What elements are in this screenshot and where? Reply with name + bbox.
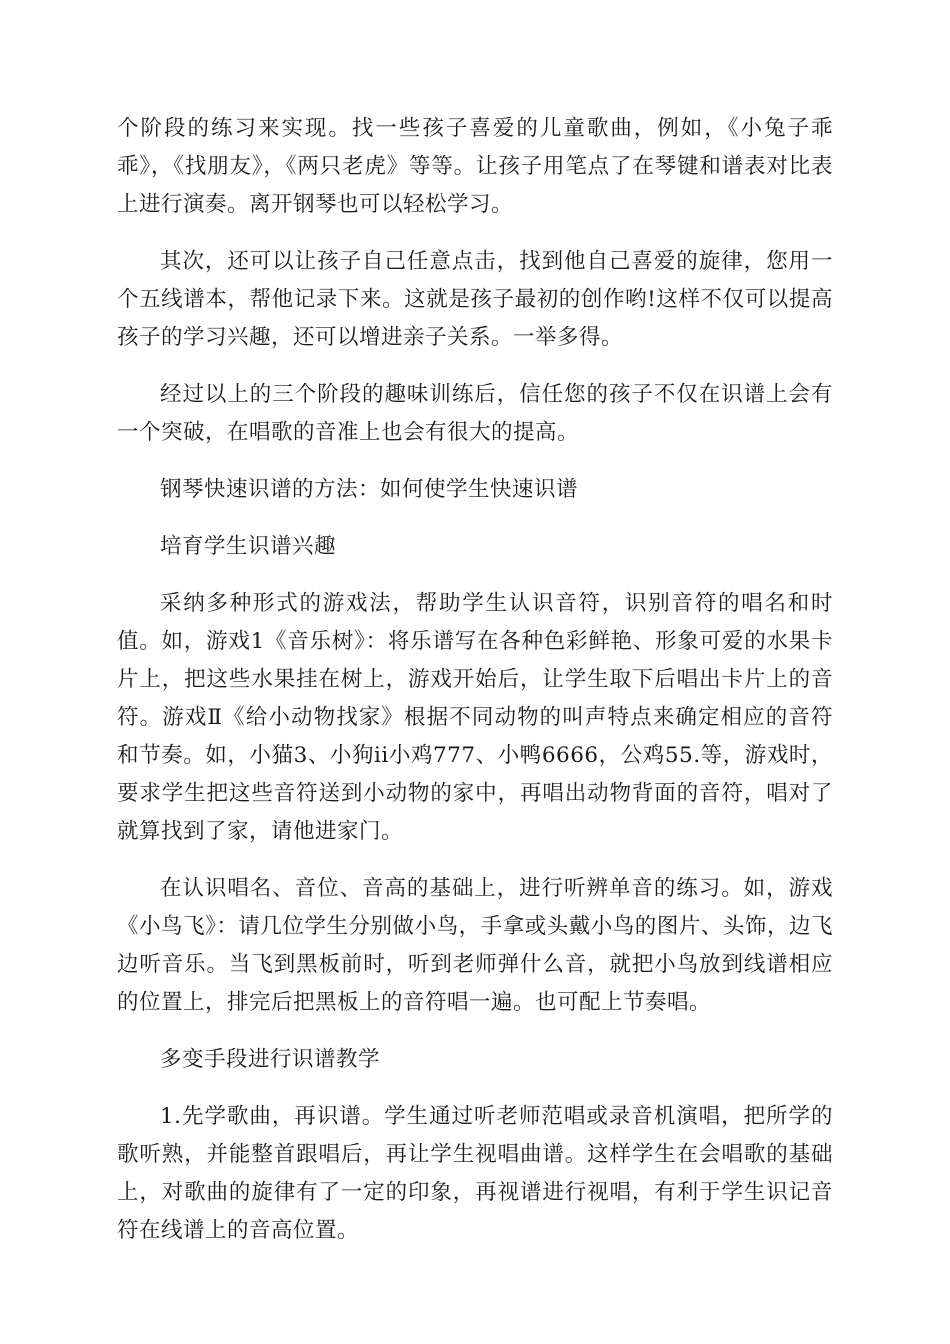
paragraph-listening: 在认识唱名、音位、音高的基础上，进行听辨单音的练习。如，游戏《小鸟飞》：请几位学生分别做小鸟，手拿或头戴小鸟的图片、头饰，边飞边听音乐。当飞到黑板前时，听到老师弹什么音，就把小鸟放到线谱相应的位置上，排完后把黑板上的音符唱一遍。也可配上节奏唱。 [117, 876, 833, 1015]
document-body [117, 110, 833, 1269]
paragraph-continuation: 个阶段的练习来实现。找一些孩子喜爱的儿童歌曲，例如，《小兔子乖乖》，《找朋友》，《两只老虎》等等。让孩子用笔点了在琴键和谱表对比表上进行演奏。离开钢琴也可以轻松学习。 [117, 116, 833, 217]
paragraph-song-first: 1.先学歌曲，再识谱。学生通过听老师范唱或录音机演唱，把所学的歌听熟，并能整首跟唱后，再让学生视唱曲谱。这样学生在会唱歌的基础上，对歌曲的旋律有了一定的印象，再视谱进行视唱，有利于学生识记音符在线谱上的音高位置。 [117, 1104, 833, 1243]
paragraph-games: 采纳多种形式的游戏法，帮助学生认识音符，识别音符的唱名和时值。如，游戏1《音乐树》：将乐谱写在各种色彩鲜艳、形象可爱的水果卡片上，把这些水果挂在树上，游戏开始后，让学生取下后唱出卡片上的音符。游戏Ⅱ《给小动物找家》根据不同动物的叫声特点来确定相应的音符和节奏。如，小猫3、小狗ii小鸡777、小鸭6666，公鸡55.等，游戏时，要求学生把这些音符送到小动物的家中，再唱出动物背面的音符，唱对了就算找到了家，请他进家门。 [117, 591, 833, 844]
section-heading-teaching: 多变手段进行识谱教学 [160, 1047, 381, 1072]
paragraph-second-step: 其次，还可以让孩子自己任意点击，找到他自己喜爱的旋律，您用一个五线谱本，帮他记录下来。这就是孩子最初的创作哟!这样不仅可以提高孩子的学习兴趣，还可以增进亲子关系。一举多得。 [117, 249, 833, 350]
section-heading-interest: 培育学生识谱兴趣 [160, 534, 337, 559]
paragraph-summary: 经过以上的三个阶段的趣味训练后，信任您的孩子不仅在识谱上会有一个突破，在唱歌的音准上也会有很大的提高。 [117, 382, 833, 445]
section-heading-method: 钢琴快速识谱的方法：如何使学生快速识谱 [160, 477, 579, 502]
